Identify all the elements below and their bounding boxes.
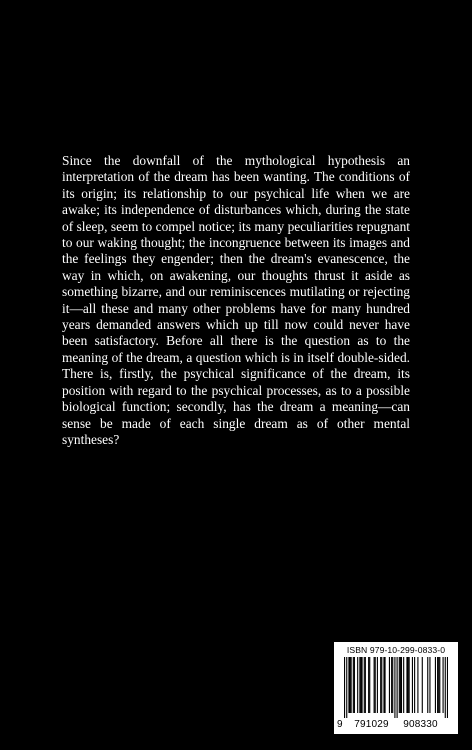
barcode-bar: [375, 657, 376, 713]
barcode-bar: [360, 657, 361, 713]
barcode-bar: [364, 657, 365, 713]
barcode-bar: [362, 657, 363, 713]
barcode-bar: [353, 657, 354, 713]
barcode-bar: [383, 657, 384, 713]
barcode-bar: [394, 657, 395, 718]
barcode-right-digits: 908330: [403, 719, 438, 730]
barcode-bar: [406, 657, 407, 713]
barcode-bar: [377, 657, 378, 713]
barcode-bar: [401, 657, 402, 713]
barcode-bar: [437, 657, 438, 713]
barcode-bar: [346, 657, 347, 718]
barcode-bar: [351, 657, 352, 713]
barcode-bar: [407, 657, 408, 713]
barcode-bar: [354, 657, 355, 713]
barcode-bar: [392, 657, 393, 713]
barcode-bar: [359, 657, 360, 713]
isbn-barcode: [334, 642, 458, 734]
barcode-bar: [369, 657, 370, 713]
barcode-bar: [385, 657, 386, 713]
barcode-bar: [400, 657, 401, 713]
barcode-bar: [435, 657, 436, 713]
barcode-bar: [422, 657, 423, 713]
barcode-bar: [368, 657, 369, 713]
barcode-bar: [439, 657, 440, 713]
barcode-bar: [391, 657, 392, 713]
back-cover-blurb: Since the downfall of the mythological hypothesis an interpretation of the dream has been wanting. The conditions of its origin; its relationship to our psychical life when we are awake; its independence of disturbances which, during the state of sleep, seem to compel notice; its many peculiarities repugnant to our waking thought; the incongruence between its images and the feelings they engender; then the dream's evanescence, the way in which, on awakening, our thoughts thrust it aside as something bizarre, and our reminiscences mutilating or rejecting it—all these and many other problems have for many hundred years demanded answers which up till now could never have been satisfactory. Before all there is the question as to the meaning of the dream, a question which is in itself double-sided. There is, firstly, the psychical significance of the dream, its position with regard to the psychical processes, as to a possible biological function; secondly, has the dream a meaning—can sense be made of each single dream as of other mental syntheses?: [62, 153, 410, 447]
barcode-bar: [447, 657, 448, 718]
barcode-bar: [414, 657, 415, 713]
barcode-bar: [348, 657, 349, 713]
barcode-bar: [438, 657, 439, 713]
barcode-bar: [409, 657, 410, 713]
barcode-bar: [429, 657, 430, 713]
barcode-bar: [397, 657, 398, 718]
barcode-bar: [403, 657, 404, 713]
barcode-bar: [399, 657, 400, 713]
barcode-bar: [417, 657, 418, 713]
barcode-bar: [380, 657, 381, 713]
barcode-lead-digit: 9: [337, 719, 343, 730]
barcode-bar: [443, 657, 444, 713]
barcode-bar: [412, 657, 413, 713]
barcode-bar: [427, 657, 428, 713]
barcode-bar: [349, 657, 350, 713]
barcode-bar: [445, 657, 446, 718]
barcode-bar: [357, 657, 358, 713]
barcode-bar: [389, 657, 390, 713]
barcode-bar: [344, 657, 345, 718]
isbn-label: ISBN 979-10-299-0833-0: [346, 645, 446, 655]
barcode-left-digits: 791029: [354, 719, 389, 730]
barcode-bar: [365, 657, 366, 713]
barcode-bar: [381, 657, 382, 713]
barcode-bar: [374, 657, 375, 713]
barcode-bars: [344, 657, 448, 718]
